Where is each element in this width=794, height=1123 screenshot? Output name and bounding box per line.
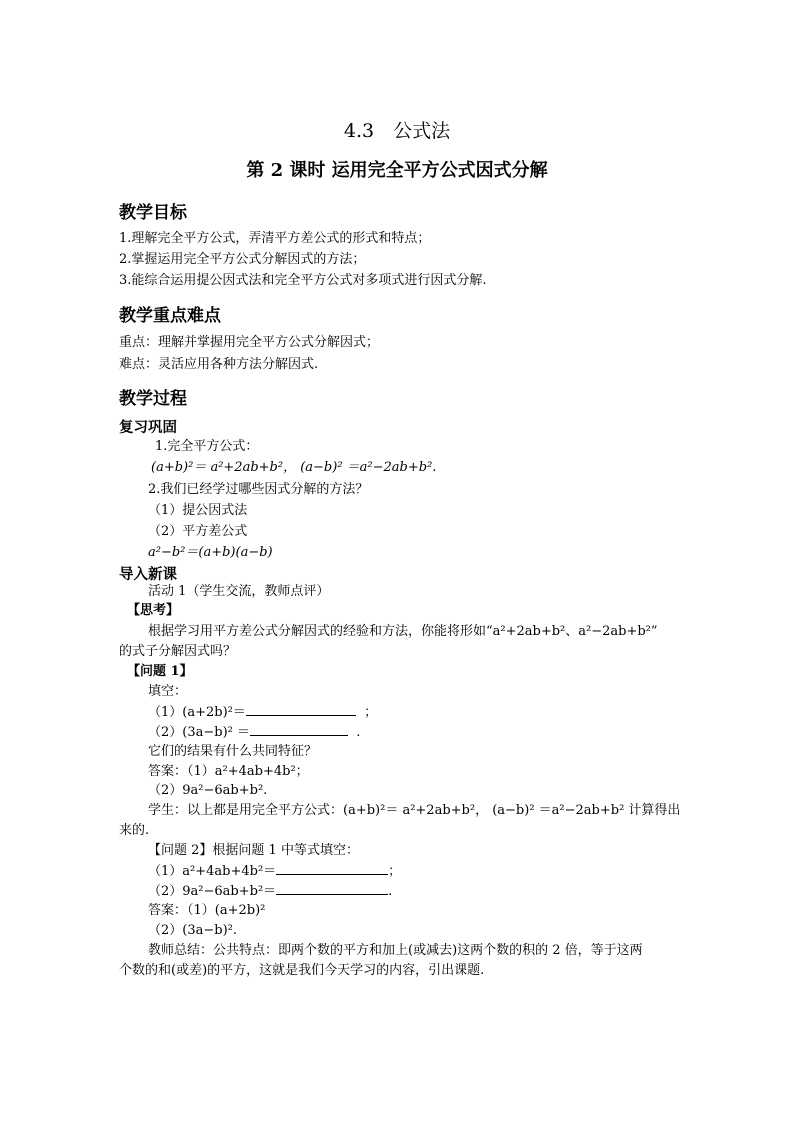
fill-punct: ； — [364, 705, 378, 720]
question1-label: 【问题 1】 — [127, 664, 193, 679]
fill-prompt: （1）(a+2b)²＝ — [148, 705, 246, 720]
intro-line: 的式子分解因式吗？ — [119, 644, 237, 659]
intro-line: 它们的结果有什么共同特征？ — [148, 744, 318, 759]
formula-line: a²−b²＝(a+b)(a−b) — [148, 545, 273, 560]
think-label: 【思考】 — [127, 603, 180, 618]
review-line: （1）提公因式法 — [148, 503, 248, 518]
answer-line: 答案：（1）a²+4ab+4b²； — [148, 764, 309, 779]
goals-heading: 教学目标 — [119, 203, 187, 223]
fill-prompt: （1）a²+4ab+4b²＝ — [148, 864, 277, 879]
review-heading: 复习巩固 — [119, 419, 177, 436]
answer-line: （2）9a²−6ab+b². — [148, 783, 268, 798]
teacher-summary-line: 个数的和(或差)的平方，这就是我们今天学习的内容，引出课题. — [119, 963, 485, 978]
answer-line: （2）(3a−b)². — [148, 923, 237, 938]
process-heading: 教学过程 — [119, 389, 187, 409]
student-line: 来的. — [119, 823, 150, 838]
answer-blank[interactable] — [276, 862, 388, 875]
review-line: （2）平方差公式 — [148, 524, 248, 539]
intro-line: 根据学习用平方差公式分解因式的经验和方法，你能将形如“a²+2ab+b²、a²−2ab+b²” — [148, 624, 658, 639]
intro-line: 活动 1（学生交流，教师点评） — [148, 584, 330, 599]
fill-prompt: （2）9a²−6ab+b²＝ — [148, 884, 277, 899]
fill-line — [148, 703, 377, 722]
keypoint-item: 重点：理解并掌握用完全平方公式分解因式； — [119, 335, 380, 350]
fill-punct: . — [356, 725, 361, 740]
keypoint-item: 难点：灵活应用各种方法分解因式. — [119, 357, 319, 372]
page-title: 4.3 公式法 — [343, 120, 451, 142]
fill-line — [148, 882, 392, 901]
answer-blank[interactable] — [250, 723, 348, 736]
answer-blank[interactable] — [246, 703, 356, 716]
goal-item: 1.理解完全平方公式，弄清平方差公式的形式和特点； — [119, 231, 431, 246]
intro-line: 填空： — [148, 684, 188, 699]
fill-punct: ； — [388, 864, 402, 879]
review-line: 1.完全平方公式： — [155, 439, 259, 454]
fill-line — [148, 723, 360, 742]
keypoints-heading: 教学重点难点 — [119, 306, 221, 326]
fill-punct: . — [388, 884, 393, 899]
review-line: 2.我们已经学过哪些因式分解的方法？ — [148, 482, 369, 497]
student-line: 学生：以上都是用完全平方公式：(a+b)²＝ a²+2ab+b²， (a−b)² ＝a²−2ab+b² 计算得出 — [148, 803, 681, 818]
goal-item: 3.能综合运用提公因式法和完全平方公式对多项式进行因式分解. — [119, 273, 487, 288]
answer-blank[interactable] — [276, 882, 388, 895]
question2-label: 【问题 2】根据问题 1 中等式填空： — [148, 843, 359, 858]
formula-line: (a+b)²＝ a²+2ab+b²， (a−b)² ＝a²−2ab+b². — [151, 460, 437, 475]
teacher-summary-line: 教师总结：公共特点：即两个数的平方和加上(或减去)这两个数的积的 2 倍，等于这两 — [148, 943, 643, 958]
lesson-subtitle: 第 2 课时 运用完全平方公式因式分解 — [246, 160, 548, 181]
intro-heading: 导入新课 — [119, 566, 177, 583]
goal-item: 2.掌握运用完全平方公式分解因式的方法； — [119, 252, 366, 267]
fill-prompt: （2）(3a−b)² ＝ — [148, 725, 250, 740]
fill-line — [148, 862, 401, 881]
answer-line: 答案：（1）(a+2b)² — [148, 903, 266, 918]
